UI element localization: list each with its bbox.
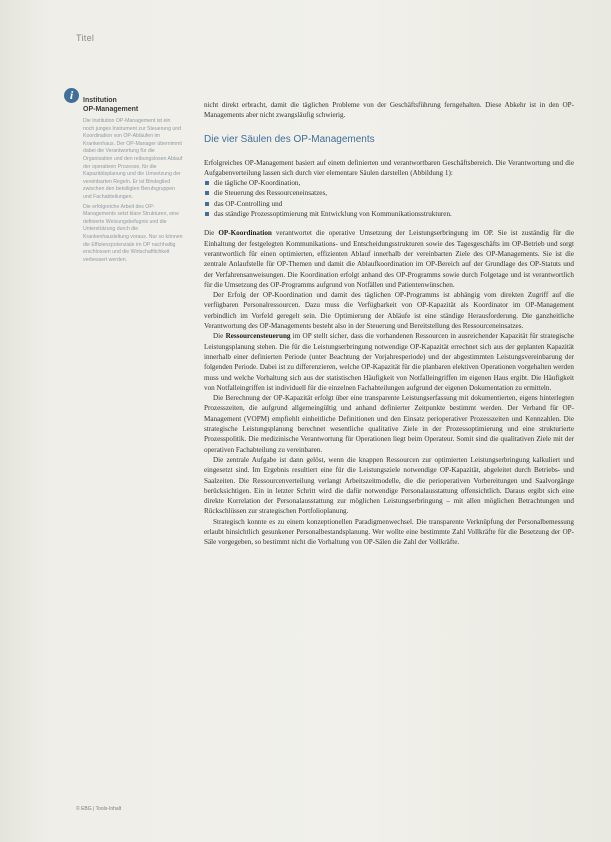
sidebar-body [83, 118, 183, 266]
body-paragraph: Strategisch konnte es zu einem konzeptionellen Paradigmenwechsel. Die transparente Verknüpfung der Personalbemessung erlaubt hinsichtlich gesunkener Personalbestandsplanung. Wer wollte eine bestimmte Zahl Vollkräfte für die Besetzung der OP-Säle vorgegeben, so bestimmt nicht die Vorhaltung von OP-Sälen die Zahl der Vollkräfte. [204, 517, 574, 547]
page-header: Titel [76, 33, 95, 43]
list-item: das OP-Controlling und [204, 199, 574, 209]
sidebar-paragraph: Die Institution OP-Management ist ein noch junges Instrument zur Steuerung und Koordination von OP-Abläufen im Krankenhaus. Der OP-Manager übernimmt dabei die Verantwortung für die Organisation und den reibungslosen Ablauf der operativen Prozesse, für die Kapazitätsplanung und die Umsetzung der vereinbarten Regeln. Er ist Bindeglied zwischen den beteiligten Berufsgruppen und Fachabteilungen. [83, 118, 183, 200]
sidebar-title [83, 96, 183, 114]
op-koordination-paragraph [204, 228, 574, 290]
body-paragraph: Die zentrale Aufgabe ist dann gelöst, wenn die knappen Ressourcen zur optimierten Leistungserbringung kalkuliert und eingesetzt sind. Im Ergebnis resultiert eine für die Leistungsziele notwendige OP-Kapazität, abgeleitet durch Betriebs- und Saalzeiten. Die Ressourcenverteilung verlangt Arbeitszeitmodelle, die die perioperativen Vorbereitungen und Saalvorgänge berücksichtigen. Ein in letzter Schritt wird die dafür notwendige Personalausstattung offensichtlich. Daraus ergibt sich eine direkte Korrelation der Personalausstattung zur möglichen Leistungserbringung – mit allen möglichen Betrachtungen und Rückschlüssen zur strategischen Portfolioplanung. [204, 455, 574, 516]
body-paragraph: Die Berechnung der OP-Kapazität erfolgt über eine transparente Leistungserfassung mit dokumentierten, eigens hinterlegten Prozesszeiten, die aufgrund allgemeingültig und anhand definierter Zeitpunkte bestimmt werden. Der Verband für OP-Management (VOPM) empfiehlt einheitliche Definitionen und den Einsatz perioperativer Prozesszeiten und Kennzahlen. Die strategische Leistungsplanung berechnet wesentliche qualitative Ziele in der Prozessoptimierung und eine strukturierte Prozesspolitik. Die medizinische Verantwortung für Operationen liegt beim Operateur. Somit sind die qualitativen Ziele mit der operativen Fachabteilung zu vereinbaren. [204, 394, 574, 454]
list-item: das ständige Prozessoptimierung mit Entwicklung von Kommunikationsstrukturen. [204, 209, 574, 219]
term-op-koordination: OP-Koordination [218, 229, 272, 238]
list-item: die tägliche OP-Koordination, [204, 178, 574, 188]
sidebar-title-line2: OP-Management [83, 106, 139, 113]
pillars-list [204, 178, 574, 219]
paragraph-lead: Die [204, 229, 215, 238]
term-ressourcensteuerung: Ressourcensteuerung [225, 332, 291, 341]
paragraph-lead: Die [213, 332, 224, 341]
section-heading: Die vier Säulen des OP-Managements [204, 133, 375, 145]
intro-paragraph: nicht direkt erbracht, damit die täglichen Probleme von der Geschäftsführung ferngehalten. Diese Abkehr ist in den OP-Managements aber nicht zwangsläufig schwierig. [204, 101, 574, 120]
paragraph-text: verantwortet die operative Umsetzung der Leistungserbringung im OP. Sie ist zuständig für die Einhaltung der festgelegten Kommunikations- und Entscheidungsstrukturen sowie des Tagesgeschäfts im OP-Betrieb und sorgt verantwortlich für einen optimierten, effizienten Ablauf innerhalb der vereinbarten Ziele des OP-Managements. Sie ist die zentrale Anlaufstelle für OP-Themen und damit die Ablaufkoordination im OP-Bereich auf der Grundlage des OP-Statuts und der Verfahrensanweisungen. Die Koordination erfolgt anhand des OP-Programms sowie durch Folgetage und ist verantwortlich für die Umsetzung des OP-Programms aufgrund von Notfällen und Patientenwünschen. [204, 229, 574, 289]
list-item: die Steuerung des Ressourceneinsatzes, [204, 188, 574, 198]
sidebar-title-line1: Institution [83, 97, 117, 104]
sidebar-paragraph: Die erfolgreiche Arbeit des OP-Managements setzt klare Strukturen, eine definierte Weisungsbefugnis und die Unterstützung durch die Krankenhausleitung voraus. Nur so können die Effizienzpotenziale im OP nachhaltig erschlossen und die Wirtschaftlichkeit verbessert werden. [83, 203, 183, 263]
pillars-intro: Erfolgreiches OP-Management basiert auf einem definierten und verantwortbaren Geschäftsbereich. Die Verantwortung und die Aufgabenverteilung lassen sich durch vier elementare Säulen darstellen (Abbildung 1): [204, 158, 574, 177]
info-icon: i [64, 88, 79, 103]
main-text [204, 100, 574, 548]
paragraph-text: im OP stellt sicher, dass die vorhandenen Ressourcen in ausreichender Kapazität für strategische Leistungsplanung stehen. Die für die Leistungserbringung notwendige OP-Kapazität errechnet sich aus der geplanten Kapazität innerhalb einer definierten Periode (unter Beachtung der Vorjahresperiode) und der abgestimmten Leistungsvereinbarung der folgenden Periode. Dabei ist zu differenzieren, welche OP-Kapazität für die planbaren elektiven Operationen vorgehalten werden muss und welche Vorhaltung sich aus der statistischen Häufigkeit von Notfalleingriffen im eigenen Haus ergibt. Die Häufigkeit von Notfalleingriffen ist individuell für die einzelnen Fachabteilungen aufgrund der eigenen Dokumentation zu ermitteln. [204, 332, 574, 392]
page-footer: © EBG | Tools-Inhalt [76, 806, 122, 812]
body-paragraph: Der Erfolg der OP-Koordination und damit des täglichen OP-Programms ist abhängig vom direkten Zugriff auf die verfügbaren Personalressourcen. Dazu muss die Verfügbarkeit von OP-Kapazität als Koordinator im OP-Management verbindlich im Vorfeld geregelt sein. Die Optimierung der Abläufe ist eine ständige Herausforderung. Die ganzheitliche Verantwortung des OP-Managements besteht also in der Steuerung und Bereitstellung des Ressourceneinsatzes. [204, 291, 574, 331]
ressourcensteuerung-paragraph [204, 331, 574, 393]
